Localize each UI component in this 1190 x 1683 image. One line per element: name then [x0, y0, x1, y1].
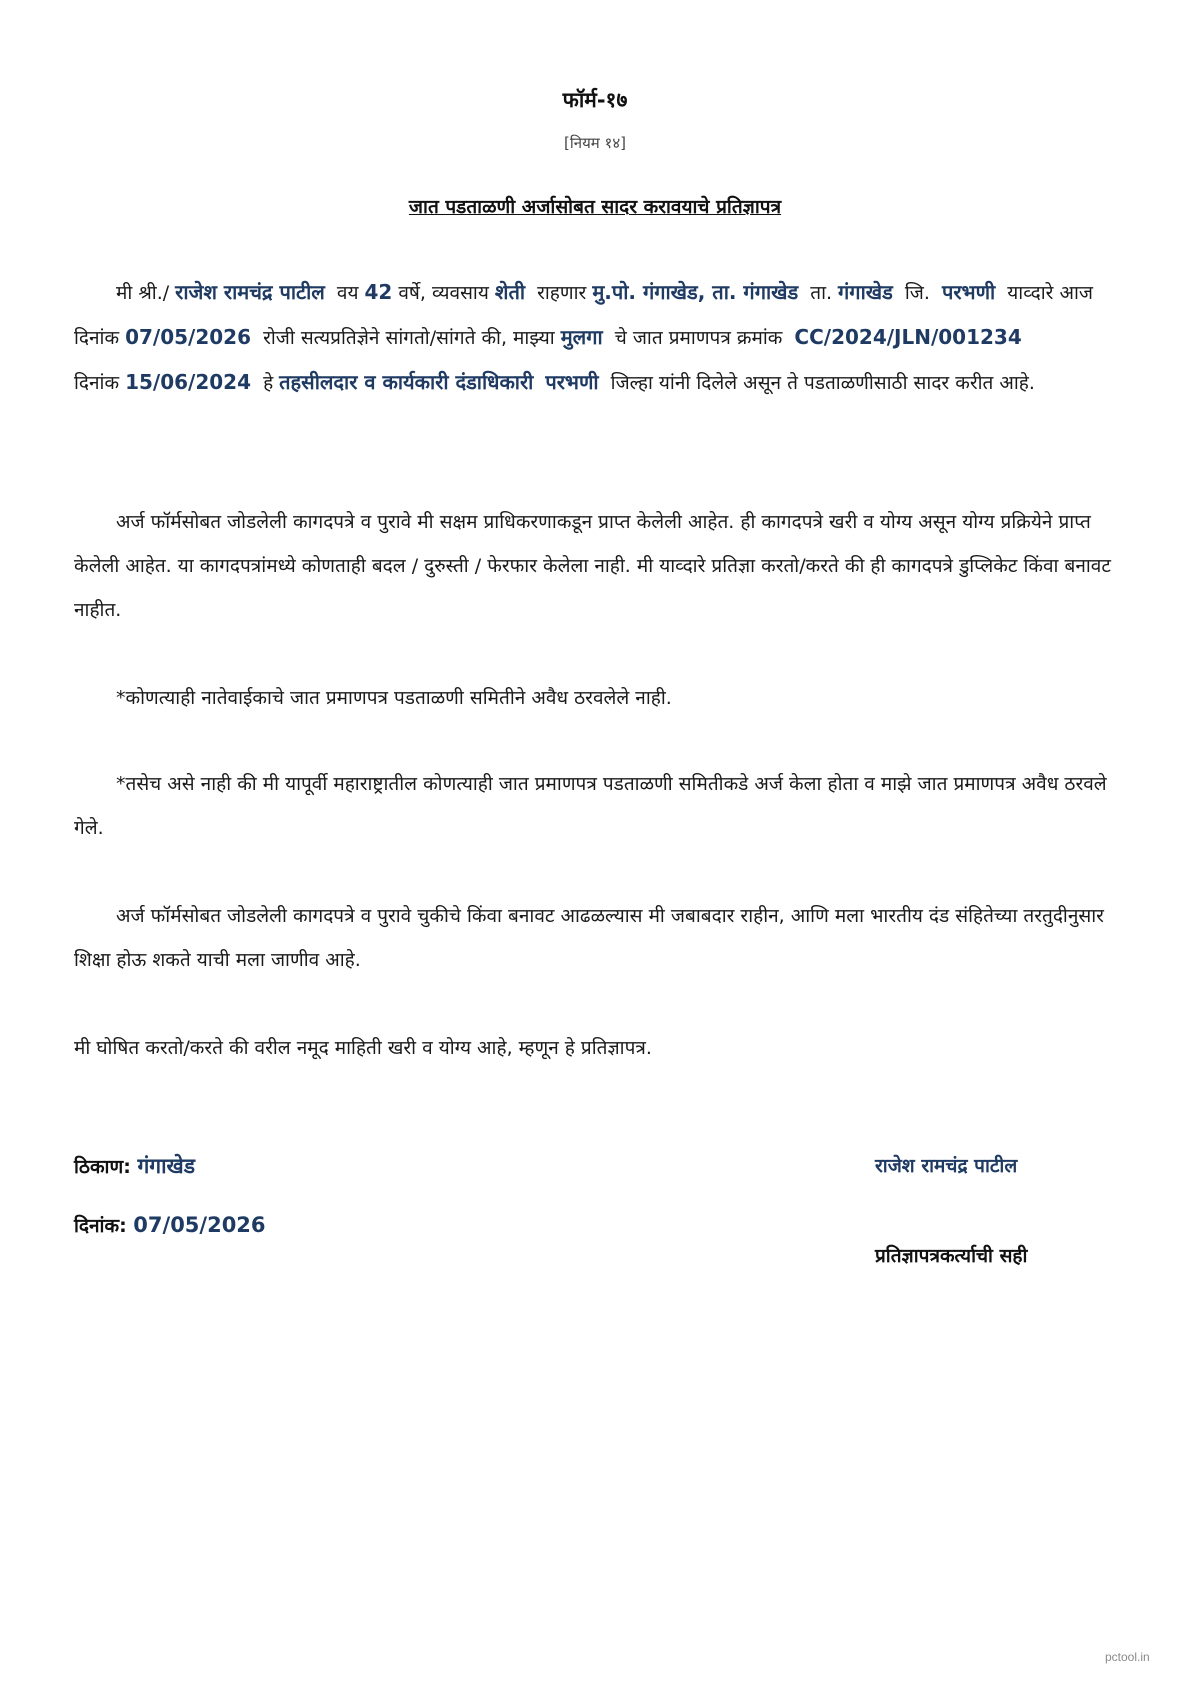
date-line	[74, 1212, 266, 1238]
text-segment: रोजी सत्यप्रतिज्ञेने सांगतो/सांगते की, माझ्या	[263, 327, 555, 349]
text-segment: जि.	[904, 282, 930, 304]
date-value: 07/05/2026	[133, 1213, 266, 1237]
paragraph-text: *कोणत्याही नातेवाईकाचे जात प्रमाणपत्र पडताळणी समितीने अवैध ठरवलेले नाही.	[116, 687, 672, 709]
certificate-date: 15/06/2024	[125, 370, 252, 394]
place-label: ठिकाण:	[74, 1156, 131, 1178]
paragraph-text: मी घोषित करतो/करते की वरील नमूद माहिती खरी व योग्य आहे, म्हणून हे प्रतिज्ञापत्र.	[74, 1037, 652, 1059]
date-label: दिनांक:	[74, 1215, 127, 1237]
text-segment: वय	[336, 282, 359, 304]
place-value: गंगाखेड	[137, 1154, 195, 1178]
declaration-date: 07/05/2026	[125, 325, 252, 349]
form-rule: [नियम १४]	[564, 134, 626, 152]
applicant-residence: मु.पो. गंगाखेड, ता. गंगाखेड	[592, 280, 799, 304]
text-segment: याव्दारे आज दिनांक	[74, 282, 1093, 349]
place-line	[74, 1152, 195, 1180]
text-segment: हे	[263, 372, 274, 394]
text-segment: ता.	[810, 282, 833, 304]
applicant-district: परभणी	[941, 280, 996, 304]
text-segment: राहणार	[537, 282, 587, 304]
applicant-name: राजेश रामचंद्र पाटील	[175, 280, 325, 304]
issuing-authority: तहसीलदार व कार्यकारी दंडाधिकारी	[279, 370, 534, 394]
final-declaration	[74, 1026, 1114, 1070]
authority-place: परभणी	[545, 370, 599, 394]
prior-application-statement	[74, 762, 1114, 850]
text-segment: मी श्री./	[116, 282, 170, 304]
watermark: pctool.in	[1105, 1650, 1150, 1664]
text-segment: वर्षे, व्यवसाय	[398, 282, 489, 304]
liability-paragraph	[74, 894, 1114, 982]
applicant-age: 42	[364, 280, 393, 304]
text-segment: चे जात प्रमाणपत्र क्रमांक	[614, 327, 783, 349]
signatory-name: राजेश रामचंद्र पाटील	[875, 1155, 1018, 1177]
form-title: फॉर्म-१७	[562, 88, 628, 112]
relatives-statement	[74, 676, 1114, 720]
signature-label: प्रतिज्ञापत्रकर्त्याची सही	[875, 1245, 1028, 1267]
text-segment: जिल्हा यांनी दिलेले असून ते पडताळणीसाठी सादर करीत आहे.	[610, 372, 1035, 394]
documents-paragraph	[74, 500, 1114, 632]
text-segment: दिनांक	[74, 372, 120, 394]
declaration-paragraph	[74, 270, 1114, 405]
paragraph-text: अर्ज फॉर्मसोबत जोडलेली कागदपत्रे व पुरावे मी सक्षम प्राधिकरणाकडून प्राप्त केलेली आहेत. ही कागदपत्रे खरी व योग्य असून योग्य प्रक्रियेने प्राप्त केलेली आहेत. या कागदपत्रांमध्ये कोणताही बदल / दुरुस्ती / फेरफार केलेला नाही. मी याव्दारे प्रतिज्ञा करतो/करते की ही कागदपत्रे डुप्लिकेट किंवा बनावट नाहीत.	[74, 511, 1111, 621]
paragraph-text: अर्ज फॉर्मसोबत जोडलेली कागदपत्रे व पुरावे चुकीचे किंवा बनावट आढळल्यास मी जबाबदार राहीन, आणि मला भारतीय दंड संहितेच्या तरतुदीनुसार शिक्षा होऊ शकते याची मला जाणीव आहे.	[74, 905, 1104, 971]
relation: मुलगा	[560, 325, 603, 349]
applicant-occupation: शेती	[494, 280, 526, 304]
document-heading: जात पडताळणी अर्जासोबत सादर करावयाचे प्रतिज्ञापत्र	[408, 196, 782, 218]
paragraph-text: *तसेच असे नाही की मी यापूर्वी महाराष्ट्रातील कोणत्याही जात प्रमाणपत्र पडताळणी समितीकडे अर्ज केला होता व माझे जात प्रमाणपत्र अवैध ठरवले गेले.	[74, 773, 1107, 839]
applicant-taluka: गंगाखेड	[838, 280, 893, 304]
certificate-number: CC/2024/JLN/001234	[794, 325, 1022, 349]
